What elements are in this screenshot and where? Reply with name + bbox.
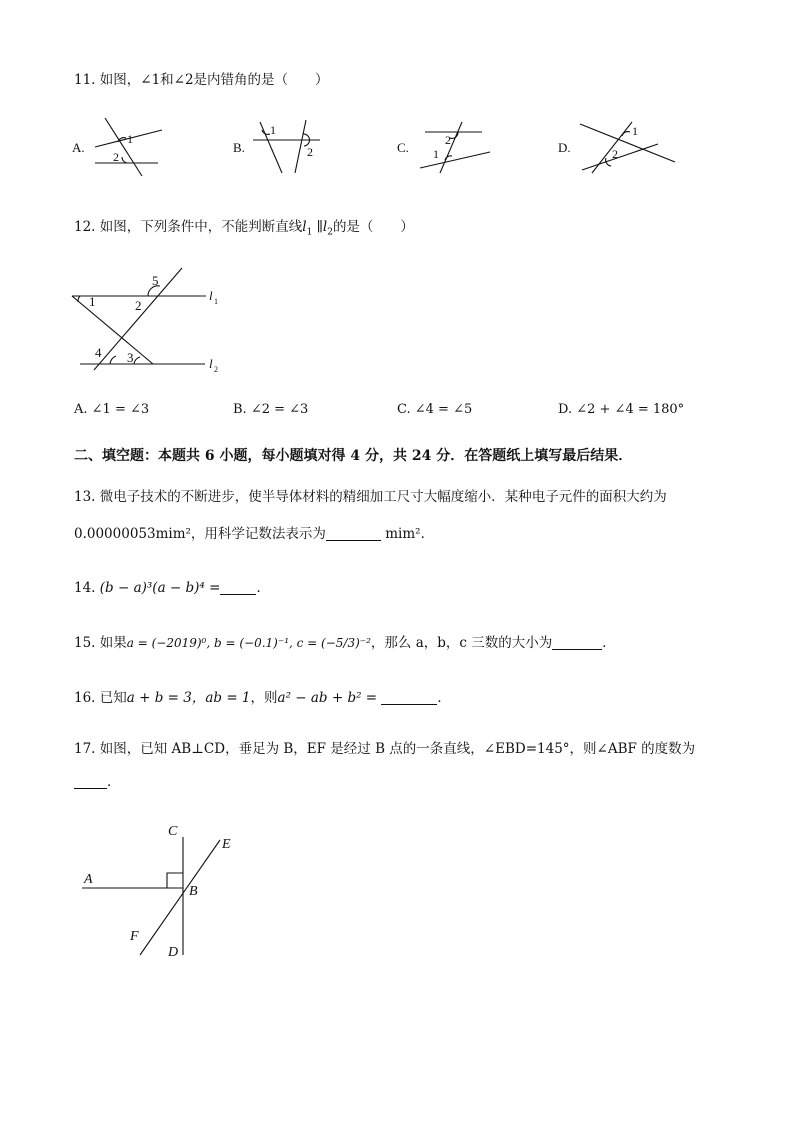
svg-text:2: 2 [113, 150, 119, 164]
svg-text:2: 2 [307, 145, 313, 159]
svg-text:l: l [209, 356, 213, 371]
q16-answer-blank[interactable] [381, 690, 437, 705]
q11-option-c-label: C. [397, 140, 409, 155]
svg-text:F: F [130, 929, 139, 944]
q15: 15. 如果a = (−2019)⁰, b = (−0.1)⁻¹, c = (−5/3)⁻²，那么 a，b，c 三数的大小为 ． [74, 635, 616, 651]
svg-text:C: C [168, 824, 178, 839]
svg-text:1: 1 [270, 123, 276, 137]
q17-line1: 17. 如图，已知 AB⊥CD，垂足为 B，EF 是经过 B 点的一条直线，∠EBD=145°，则∠ABF 的度数为 [74, 741, 696, 757]
svg-text:1: 1 [214, 297, 218, 306]
svg-text:E: E [222, 837, 231, 852]
q12-option-d[interactable]: D. ∠2 + ∠4 = 180° [558, 402, 685, 417]
q17-answer-blank[interactable] [74, 774, 107, 789]
q17-line2: ． [74, 770, 121, 790]
q14: 14. (b − a)³(a − b)⁴ = ． [74, 580, 270, 596]
q12-option-a[interactable]: A. ∠1 = ∠3 [74, 402, 150, 417]
svg-text:1: 1 [632, 124, 638, 138]
svg-text:5: 5 [152, 273, 159, 288]
q11-stem: 11. 如图，∠1和∠2是内错角的是（ ） [74, 72, 329, 88]
svg-text:4: 4 [95, 345, 102, 360]
q13-line1: 13. 微电子技术的不断进步，使半导体材料的精细加工尺寸大幅度缩小．某种电子元件的面积大约为 [74, 489, 667, 505]
q17-figure [70, 815, 270, 965]
q16: 16. 已知a + b = 3，ab = 1，则a² − ab + b² = ． [74, 690, 451, 706]
q11-option-a-label: A. [72, 140, 85, 155]
svg-text:3: 3 [127, 350, 134, 365]
svg-text:1: 1 [433, 147, 439, 161]
svg-text:1: 1 [89, 294, 96, 309]
q15-answer-blank[interactable] [552, 635, 602, 650]
svg-text:B: B [189, 884, 198, 899]
svg-text:1: 1 [127, 132, 133, 146]
q12-stem: 12. 如图，下列条件中，不能判断直线$l_1$ $\parallel l_2$的是（ ） [74, 219, 414, 238]
q12-figure [60, 260, 300, 390]
section-2-heading: 二、填空题：本题共 6 小题，每小题填对得 4 分，共 24 分．在答题纸上填写最后结果． [74, 448, 633, 464]
svg-text:2: 2 [445, 133, 451, 147]
svg-text:D: D [168, 945, 179, 960]
q13-line2: 0.00000053mim²，用科学记数法表示为 mim²． [74, 526, 435, 542]
q11-option-d-label: D. [558, 140, 571, 155]
svg-text:l: l [209, 288, 213, 303]
q14-answer-blank[interactable] [220, 580, 256, 595]
svg-text:2: 2 [135, 298, 142, 313]
svg-text:A: A [84, 872, 93, 887]
svg-text:2: 2 [214, 365, 218, 374]
svg-text:2: 2 [612, 147, 618, 161]
q11-option-b-label: B. [233, 140, 245, 155]
q12-option-b[interactable]: B. ∠2 = ∠3 [233, 402, 309, 417]
q13-answer-blank[interactable] [326, 526, 381, 541]
q12-option-c[interactable]: C. ∠4 = ∠5 [397, 402, 473, 417]
